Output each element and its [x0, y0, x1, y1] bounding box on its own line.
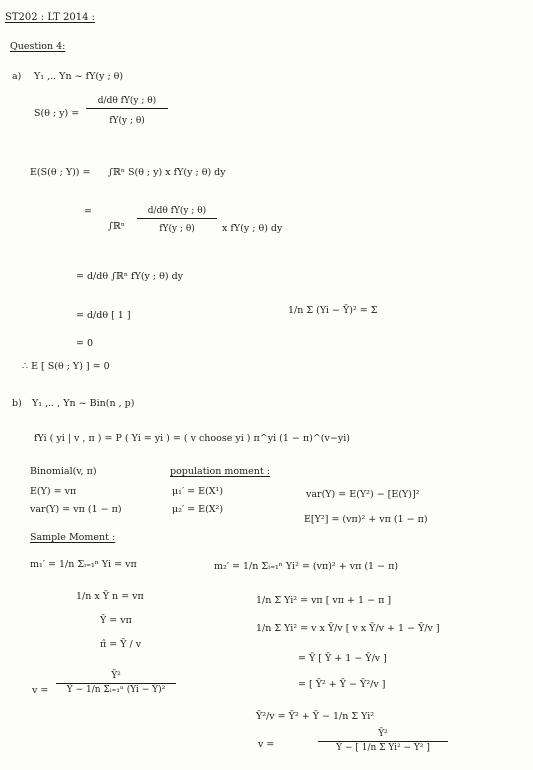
score-denominator: fY(y ; θ): [109, 116, 145, 126]
eq4: = d/dθ [ 1 ]: [76, 310, 131, 321]
eq2-equals: =: [84, 206, 92, 217]
eq2-integral: ∫ℝⁿ: [108, 221, 125, 232]
fraction-bar: [137, 218, 217, 219]
part-a-label: a): [12, 71, 22, 82]
sample-moment-1b: 1/n x Ȳ n = vπ: [76, 591, 144, 602]
pi-hat: π̂ = Ȳ / v: [100, 639, 142, 650]
expectation-integral: ∫ℝⁿ S(θ ; y) x fY(y ; θ) dy: [108, 167, 226, 178]
eq2-denominator: fY(y ; θ): [159, 224, 195, 234]
eq2-numerator: d/dθ fY(y ; θ): [147, 206, 207, 216]
score-lhs: S(θ ; y) =: [34, 108, 80, 119]
page-title: ST202 : LT 2014 :: [5, 12, 96, 23]
sample-moment-2d: = Ȳ [ Ȳ + 1 − Ȳ/v ]: [298, 653, 387, 664]
sample-moment-1c: Ȳ = vπ: [100, 615, 132, 626]
sample-moment-2f: Ȳ²/v = Ȳ² + Ȳ − 1/n Σ Yi²: [256, 711, 375, 722]
population-moment-1: μ₁′ = E(X¹): [172, 486, 224, 497]
eq3: = d/dθ ∫ℝⁿ fY(y ; θ) dy: [76, 271, 184, 282]
v-estimator-fraction: [56, 672, 176, 695]
v-estimator-lhs: v =: [32, 685, 49, 696]
v-final-fraction: [318, 730, 448, 753]
second-moment: E[Y²] = (vπ)² + vπ (1 − π): [304, 514, 428, 525]
fraction-bar: [318, 741, 448, 742]
expectation-lhs: E(S(θ ; Y)) =: [30, 167, 91, 178]
pmf-formula: fYi ( yi | v , π ) = P ( Yi = yi ) = ( v choose yi ) π^yi (1 − π)^(v−yi): [34, 433, 350, 444]
question-heading: Question 4:: [10, 41, 66, 52]
sample-moment-2c: 1/n Σ Yi² = v x Ȳ/v [ v x Ȳ/v + 1 − Ȳ/v ]: [256, 623, 440, 634]
score-fraction: [86, 97, 168, 126]
v-final-numerator: Ȳ²: [378, 729, 388, 739]
population-moment-title: population moment :: [170, 466, 270, 477]
variance-definition: var(Y) = E(Y²) − [E(Y)]²: [306, 489, 420, 500]
fraction-bar: [56, 683, 176, 684]
v-estimator-denominator: Ȳ − 1/n Σᵢ₌₁ⁿ (Yi − Ȳ)²: [66, 685, 166, 695]
sample-moment-2e: = [ Ȳ² + Ȳ − Ȳ²/v ]: [298, 679, 386, 690]
sample-moment-2: m₂′ = 1/n Σᵢ₌₁ⁿ Yi² = (vπ)² + vπ (1 − π): [214, 561, 399, 572]
conclusion: ∴ E [ S(θ ; Y) ] = 0: [22, 361, 110, 372]
v-estimator-numerator: Ȳ²: [111, 671, 121, 681]
score-numerator: d/dθ fY(y ; θ): [97, 96, 157, 106]
eq5: = 0: [76, 338, 94, 349]
binomial-mean: E(Y) = vπ: [30, 486, 77, 497]
sample-moment-title: Sample Moment :: [30, 532, 116, 543]
eq2-tail: x fY(y ; θ) dy: [222, 223, 283, 234]
v-final-lhs: v =: [258, 739, 275, 750]
fraction-bar: [86, 108, 168, 109]
eq2-fraction: [137, 207, 217, 234]
part-b-distribution: Y₁ ,.. , Yn ~ Bin(n , p): [32, 398, 135, 409]
v-final-denominator: Ȳ − [ 1/n Σ Yi² − Ȳ² ]: [336, 743, 430, 753]
population-moment-2: μ₂′ = E(X²): [172, 504, 224, 515]
side-note: 1/n Σ (Yi − Ȳ)² = Σ: [288, 305, 378, 316]
sample-moment-2b: 1/n Σ Yi² = vπ [ vπ + 1 − π ]: [256, 595, 392, 606]
binomial-title: Binomial(v, π): [30, 466, 97, 477]
part-a-distribution: Y₁ ,.. Yn ~ fY(y ; θ): [34, 71, 124, 82]
part-b-label: b): [12, 398, 22, 409]
sample-moment-1: m₁′ = 1/n Σᵢ₌₁ⁿ Yi = vπ: [30, 559, 137, 570]
binomial-variance: var(Y) = vπ (1 − π): [30, 504, 122, 515]
